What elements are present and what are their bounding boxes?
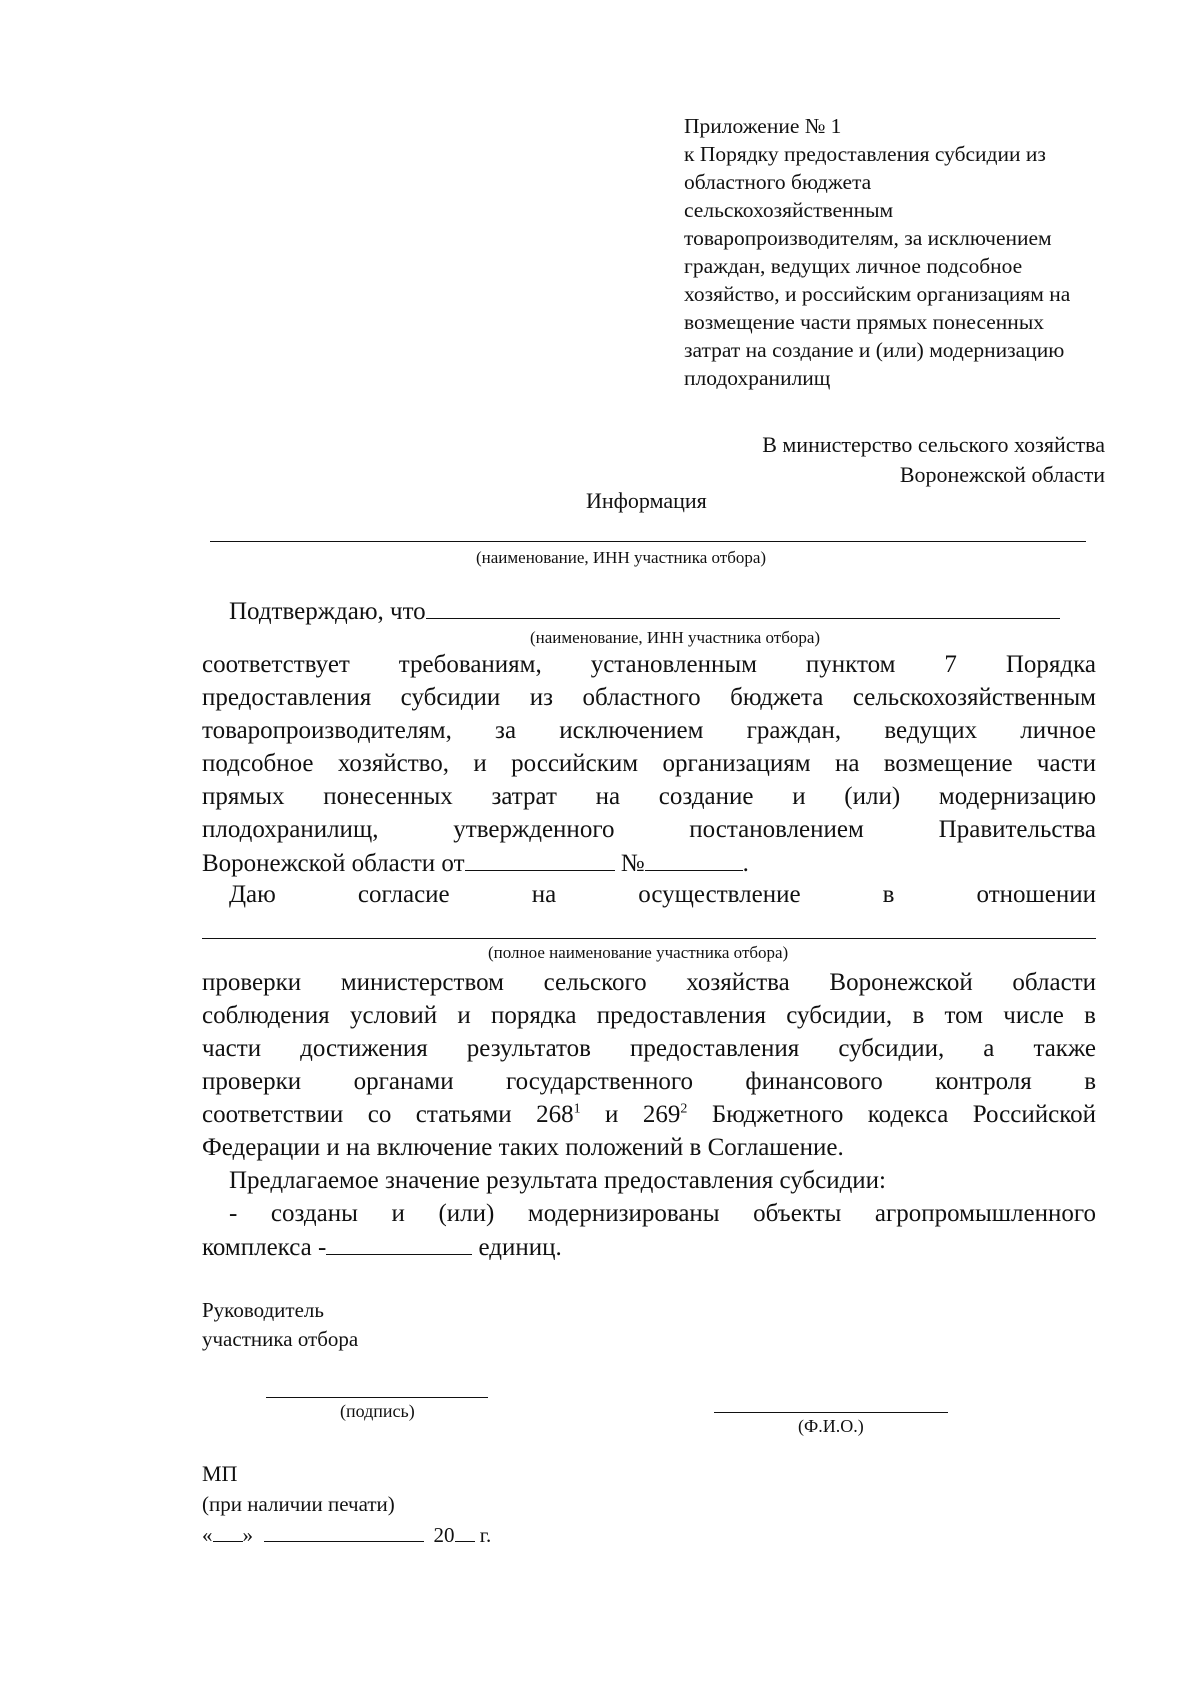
- articles-c: Бюджетного кодекса Российской: [687, 1101, 1096, 1128]
- articles-a: соответствии со статьями 268: [202, 1101, 574, 1128]
- month-blank[interactable]: [264, 1521, 424, 1542]
- confirm-end: .: [742, 850, 749, 877]
- confirm-participant-blank[interactable]: [426, 594, 1060, 619]
- consent-line: проверки органами государственного финансового контроля в: [202, 1068, 1096, 1095]
- recipient-line-2: Воронежской области: [899, 462, 1105, 487]
- consent-lead: [229, 878, 1096, 911]
- confirm-line: предоставления субсидии из областного бюджета сельскохозяйственным: [202, 684, 1096, 711]
- result-item: [202, 1197, 1096, 1230]
- signature-head-2: участника отбора: [202, 1327, 359, 1351]
- consent-line: части достижения результатов предоставления субсидии, а также: [202, 1035, 1096, 1062]
- appendix-line: затрат на создание и (или) модернизацию: [684, 338, 1065, 362]
- name-inn-caption: (наименование, ИНН участника отбора): [476, 548, 767, 567]
- consent-body: [202, 966, 1096, 1164]
- year-blank[interactable]: [455, 1521, 475, 1542]
- consent-line: проверки министерством сельского хозяйства Воронежской области: [202, 969, 1096, 996]
- articles-b: и 269: [580, 1101, 681, 1128]
- date-close-quote: »: [242, 1523, 253, 1547]
- consent-last-line: Федерации и на включение таких положений в Соглашение.: [202, 1134, 844, 1161]
- result-lead: [202, 1164, 1096, 1197]
- confirm-section: [202, 594, 1096, 627]
- appendix-line: плодохранилищ: [684, 366, 831, 390]
- confirm-line: соответствует требованиям, установленным пунктом 7 Порядка: [202, 651, 1096, 678]
- stamp-note: (при наличии печати): [202, 1492, 395, 1516]
- resolution-date-blank[interactable]: [465, 846, 615, 871]
- appendix-block: [684, 112, 1154, 392]
- appendix-line: возмещение части прямых понесенных: [684, 310, 1045, 334]
- date-line: [202, 1520, 491, 1551]
- article-sup-1: 1: [573, 1101, 581, 1117]
- recipient-block: [762, 430, 1105, 490]
- result-suffix: единиц.: [472, 1234, 562, 1261]
- consent-articles-line: [202, 1098, 1096, 1131]
- signature-head-1: Руководитель: [202, 1298, 324, 1322]
- consent-caption: (полное наименование участника отбора): [488, 943, 789, 962]
- consent-fill-line[interactable]: [202, 938, 1096, 939]
- appendix-line: сельскохозяйственным: [684, 198, 894, 222]
- day-blank[interactable]: [213, 1521, 243, 1542]
- confirm-lead-line: [202, 594, 1096, 627]
- name-inn-fill-line[interactable]: [210, 541, 1086, 542]
- confirm-line: плодохранилищ, утвержденного постановлением Правительства: [202, 816, 1096, 843]
- appendix-line: областного бюджета: [684, 170, 872, 194]
- document-title: Информация: [586, 488, 707, 513]
- confirm-line: товаропроизводителям, за исключением граждан, ведущих личное: [202, 717, 1096, 744]
- signature-fill-line[interactable]: [266, 1397, 488, 1398]
- stamp-block: [202, 1458, 491, 1551]
- consent-line: соблюдения условий и порядка предоставления субсидии, в том числе в: [202, 1002, 1096, 1029]
- appendix-line: товаропроизводителям, за исключением: [684, 226, 1052, 250]
- confirm-body: [202, 648, 1096, 879]
- confirm-last-line: [202, 846, 1096, 879]
- resolution-prefix: Воронежской области от: [202, 850, 465, 877]
- appendix-line: к Порядку предоставления субсидии из: [684, 142, 1046, 166]
- result-section: [202, 1164, 1096, 1263]
- appendix-line: хозяйство, и российским организациям на: [684, 282, 1071, 306]
- date-year: 20: [433, 1523, 455, 1547]
- stamp-mp: МП: [202, 1461, 238, 1486]
- confirm-caption: (наименование, ИНН участника отбора): [530, 628, 821, 647]
- signature-caption: (подпись): [340, 1401, 415, 1421]
- article-sup-2: 2: [680, 1101, 688, 1117]
- fio-caption: (Ф.И.О.): [798, 1416, 864, 1436]
- confirm-line: подсобное хозяйство, и российским организациям на возмещение части: [202, 750, 1096, 777]
- resolution-number-blank[interactable]: [645, 846, 743, 871]
- confirm-line: прямых понесенных затрат на создание и (или) модернизацию: [202, 783, 1096, 810]
- appendix-line: граждан, ведущих личное подсобное: [684, 254, 1023, 278]
- recipient-line-1: В министерство сельского хозяйства: [762, 432, 1105, 457]
- result-lead-text: Предлагаемое значение результата предоставления субсидии:: [229, 1167, 887, 1194]
- number-sign: №: [620, 850, 645, 877]
- result-item-text: - созданы и (или) модернизированы объекты агропромышленного: [229, 1200, 1096, 1227]
- signature-heading: [202, 1296, 358, 1354]
- result-last-line: [202, 1230, 1096, 1263]
- date-suffix: г.: [474, 1523, 492, 1547]
- confirm-lead: Подтверждаю, что: [229, 598, 426, 625]
- consent-lead-line: Даю согласие на осуществление в отношении: [229, 881, 1096, 908]
- fio-fill-line[interactable]: [714, 1412, 948, 1413]
- appendix-line: Приложение № 1: [684, 114, 842, 138]
- date-open-quote: «: [202, 1523, 213, 1547]
- result-prefix: комплекса -: [202, 1234, 327, 1261]
- result-units-blank[interactable]: [326, 1230, 472, 1255]
